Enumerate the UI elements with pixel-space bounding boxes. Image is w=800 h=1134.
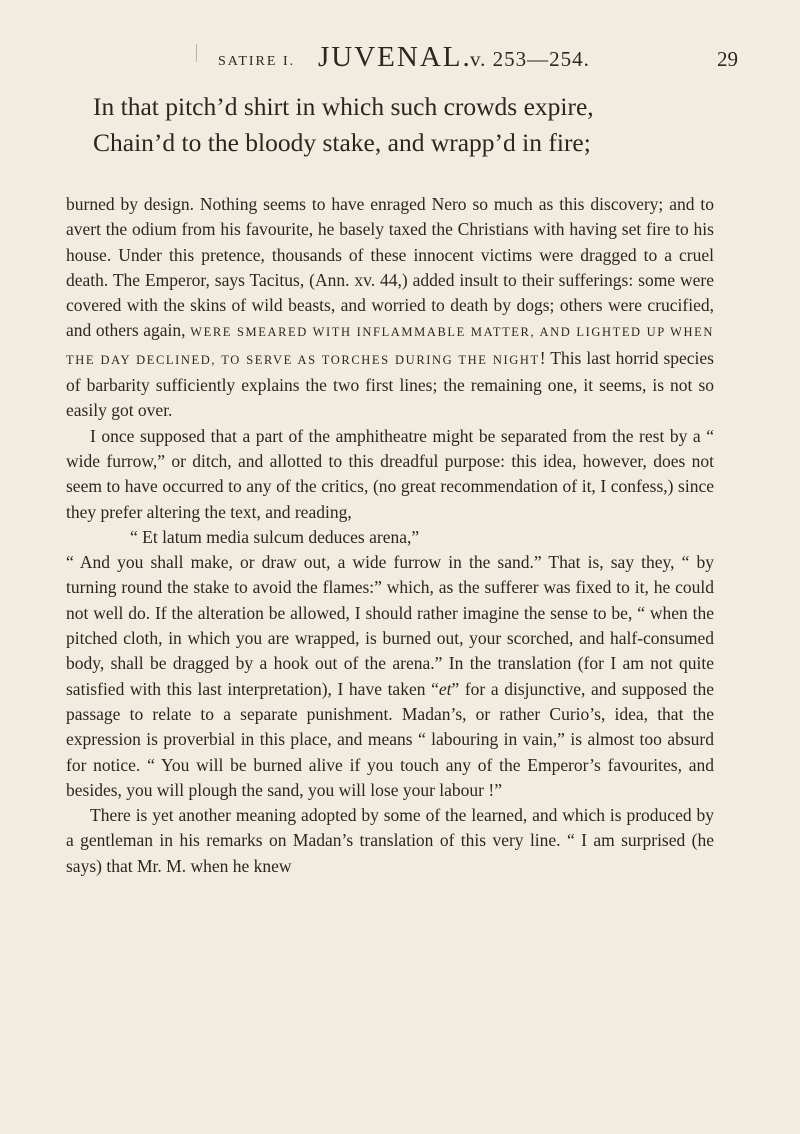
paragraph-3: [66, 550, 714, 803]
paragraph-2: I once supposed that a part of the amphitheatre might be separated from the rest by a “ wide furrow,” or ditch, and allotted to this dreadful purpose: this idea, however, does not seem to have occurred to any of the critics, (no great recommendation of it, I confess,) since they prefer altering the text, and reading,: [66, 425, 714, 522]
verse-line-1: In that pitch’d shirt in which such crowds expire,: [93, 92, 594, 121]
page-number: 29: [717, 47, 738, 71]
verse-line-2: Chain’d to the bloody stake, and wrapp’d in fire;: [93, 128, 591, 157]
paragraph-1-text-a: burned by design. Nothing seems to have enraged Nero so much as this discovery; and to avert the odium from his favourite, he basely taxed the Christians with having set fire to his house. Under this pretence, thousands of these innocent victims were dragged to a cruel death. The Emperor, says Tacitus, (Ann. xv. 44,) added insult to their sufferings: some were covered with the skins of wild beasts, and worried to death by dogs; others were crucified, and others again,: [66, 194, 714, 341]
paragraph-3-text-a: “ And you shall make, or draw out, a wide furrow in the sand.” That is, say they, “ by turning round the stake to avoid the flames:” which, as the sufferer was fixed to it, he could not well do. If the alteration be allowed, I should rather imagine the sense to be, “ when the pitched cloth, in which you are wrapped, is burned out, your scorched, and half-consumed body, shall be dragged by a hook out of the arena.” In the translation (for I am not quite satisfied with this last interpretation), I have taken “: [66, 552, 714, 699]
header-author: JUVENAL.: [318, 41, 472, 73]
paragraph-1: [66, 192, 714, 424]
paragraph-3-text-b: ” for a disjunctive, and supposed the passage to relate to a separate punishment. Madan’s, or rather Curio’s, idea, that the expression is proverbial in this place, and means “ labouring in vain,” is almost too absurd for notice. “ You will be burned alive if you touch any of the Emperor’s favourites, and besides, you will plough the sand, you will lose your labour !”: [66, 678, 714, 800]
small-caps-quote: WERE SMEARED WITH INFLAMMABLE MATTER, AND LIGHTED UP WHEN THE DAY DECLINED, TO SERVE AS TORCHES DURING THE NIGHT: [66, 325, 714, 367]
running-header: [0, 38, 800, 78]
header-section: SATIRE I.: [218, 54, 296, 69]
paragraph-4: There is yet another meaning adopted by some of the learned, and which is produced by a gentleman in his remarks on Madan’s translation of this very line. “ I am surprised (he says) that Mr. M. when he knew: [66, 805, 714, 876]
header-verses: v. 253—254.: [470, 47, 590, 71]
italic-et: et: [438, 678, 452, 699]
commentary: [66, 192, 714, 879]
latin-quote: “ Et latum media sulcum deduces arena,”: [130, 526, 420, 547]
paragraph-1-text-b: ! This last horrid species of barbarity sufficiently explains the two first lines; the remaining one, it seems, is not so easily got over.: [66, 347, 714, 421]
